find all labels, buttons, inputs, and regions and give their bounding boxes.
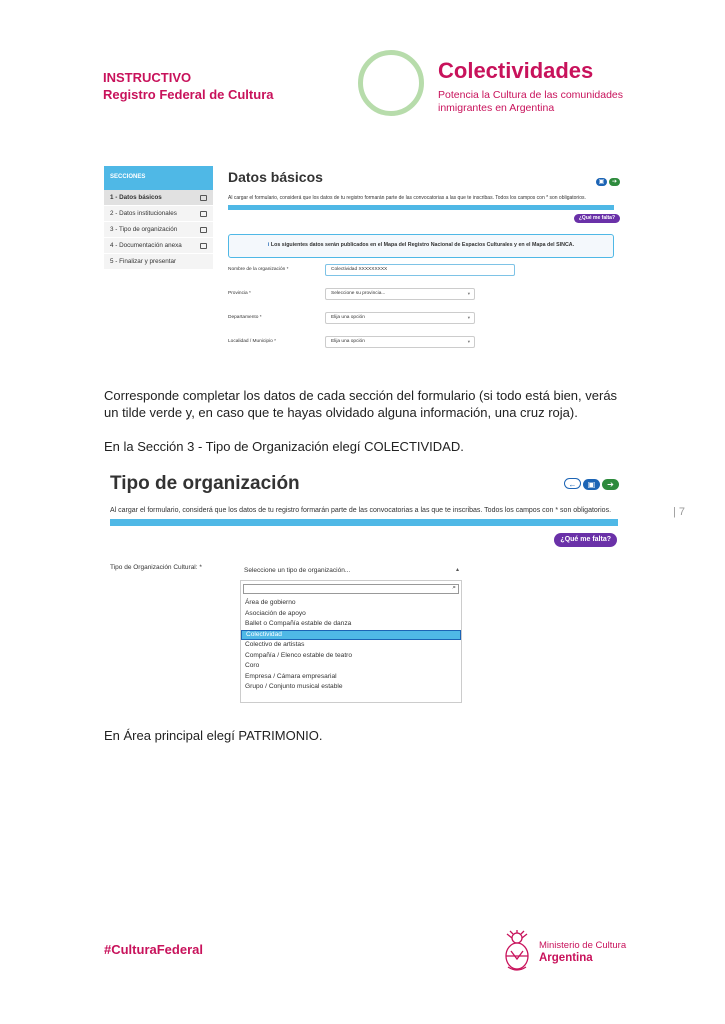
nombre-organizacion-value: Colectividad XXXXXXXXX	[331, 267, 388, 272]
status-checkbox-icon	[200, 227, 207, 233]
decorative-circle-icon	[358, 50, 424, 116]
departamento-select[interactable]	[325, 312, 475, 324]
sidebar-item-label: 3 - Tipo de organización	[110, 226, 178, 233]
dropdown-option[interactable]: Empresa / Cámara empresarial	[245, 672, 337, 680]
dropdown-option[interactable]: Grupo / Conjunto musical estable	[245, 683, 343, 690]
document-header-left	[103, 69, 273, 103]
dropdown-option[interactable]: Área de gobierno	[245, 599, 296, 606]
localidad-value: Elija una opción	[331, 339, 365, 344]
chevron-down-icon: ▾	[467, 291, 470, 296]
nombre-organizacion-input[interactable]	[325, 264, 515, 276]
header-title: Colectividades	[438, 58, 594, 83]
sidebar-item-documentacion[interactable]	[104, 238, 213, 254]
sidebar-item-label: 5 - Finalizar y presentar	[110, 258, 177, 265]
dropdown-search-input[interactable]	[243, 584, 459, 594]
form-toolbar	[562, 474, 619, 492]
hashtag-cultura-federal: #CulturaFederal	[104, 942, 203, 957]
provincia-select[interactable]	[325, 288, 475, 300]
paragraph-completar-datos: Corresponde completar los datos de cada sección del formulario (si todo está bien, verás un tilde verde y, en caso que te hayas olvidado alguna información, una cruz roja).	[104, 388, 618, 420]
save-icon[interactable]: ▣	[583, 479, 600, 490]
paragraph-seccion-3: En la Sección 3 - Tipo de Organización elegí COLECTIVIDAD.	[104, 439, 464, 454]
sidebar-item-label: 4 - Documentación anexa	[110, 242, 182, 249]
field-label-provincia: Provincia *	[228, 291, 251, 296]
chevron-down-icon: ▾	[467, 339, 470, 344]
header-line-instructivo: INSTRUCTIVO	[103, 70, 192, 85]
page-number-value: 7	[678, 506, 686, 518]
departamento-value: Elija una opción	[331, 315, 365, 320]
status-checkbox-icon	[200, 195, 207, 201]
search-icon: ⌕	[452, 584, 456, 591]
sidebar-item-label: 2 - Datos institucionales	[110, 210, 177, 217]
back-arrow-icon[interactable]: ←	[564, 478, 581, 489]
sidebar-item-datos-institucionales[interactable]	[104, 206, 213, 222]
header-line-registro: Registro Federal de Cultura	[103, 87, 274, 102]
field-label-localidad: Localidad / Municipio *	[228, 339, 276, 344]
save-icon[interactable]: ▣	[596, 178, 607, 186]
chevron-down-icon: ▾	[467, 315, 470, 320]
select-placeholder: Seleccione un tipo de organización...	[244, 567, 351, 574]
next-arrow-icon[interactable]: ➔	[609, 178, 620, 186]
sections-sidebar	[104, 166, 213, 270]
localidad-select[interactable]	[325, 336, 475, 348]
status-checkbox-icon	[200, 211, 207, 217]
chevron-up-icon: ▴	[455, 567, 459, 573]
coat-of-arms-icon	[502, 929, 532, 973]
tipo-organizacion-select[interactable]	[240, 564, 462, 579]
provincia-value: Seleccione su provincia...	[331, 291, 386, 296]
info-icon: i	[267, 242, 270, 248]
sidebar-item-tipo-organizacion[interactable]	[104, 222, 213, 238]
dropdown-option[interactable]: Colectivo de artistas	[245, 641, 305, 648]
field-label-departamento: Departamento *	[228, 315, 262, 320]
dropdown-option[interactable]: Asociación de apoyo	[245, 609, 306, 617]
form-description: Al cargar el formulario, considerá que los datos de tu registro formarán parte de las convocatorias a las que te inscribas. Todos los campos con * son obligatorios.	[110, 507, 612, 514]
form-title: Tipo de organización	[110, 473, 300, 494]
sidebar-header: SECCIONES	[104, 166, 213, 190]
sidebar-item-label: 1 - Datos básicos	[110, 194, 162, 201]
page-number: | 7	[673, 506, 686, 518]
progress-bar	[228, 205, 614, 210]
paragraph-area-principal: En Área principal elegí PATRIMONIO.	[104, 728, 323, 743]
que-me-falta-button[interactable]: ¿Qué me falta?	[574, 214, 620, 223]
que-me-falta-button[interactable]: ¿Qué me falta?	[554, 533, 617, 547]
form-description: Al cargar el formulario, considerá que los datos de tu registro formarán parte de las convocatorias a las que te inscribas. Todos los campos con * son obligatorios.	[228, 195, 586, 201]
form-panel	[228, 166, 620, 356]
dropdown-list	[240, 580, 462, 703]
form-title: Datos básicos	[228, 169, 323, 185]
screenshot-tipo-organizacion	[104, 465, 622, 705]
dropdown-option[interactable]: Coro	[245, 662, 260, 669]
header-subtitle: Potencia la Cultura de las comunidades inmigrantes en Argentina	[438, 89, 624, 114]
form-toolbar	[594, 170, 620, 188]
field-label-tipo-organizacion: Tipo de Organización Cultural: *	[110, 564, 202, 571]
progress-bar	[110, 519, 618, 526]
screenshot-datos-basicos	[104, 166, 624, 356]
dropdown-option[interactable]: Compañía / Elenco estable de teatro	[245, 651, 353, 659]
sidebar-item-finalizar[interactable]	[104, 254, 213, 270]
sidebar-item-datos-basicos[interactable]	[104, 190, 213, 206]
info-alert-text: Los siguientes datos serán publicados en el Mapa del Registro Nacional de Espacios Culturales y en el Mapa del SINCA.	[270, 242, 575, 248]
next-arrow-icon[interactable]: ➔	[602, 479, 619, 490]
ministry-name: Ministerio de Cultura	[539, 940, 627, 951]
dropdown-option[interactable]: Ballet o Compañía estable de danza	[245, 620, 352, 627]
field-label-nombre: Nombre de la organización *	[228, 267, 289, 272]
info-alert	[228, 234, 614, 258]
ministry-country: Argentina	[539, 952, 593, 964]
dropdown-option-selected[interactable]: Colectividad	[241, 630, 461, 641]
status-checkbox-icon	[200, 243, 207, 249]
ministry-logo-text	[539, 940, 626, 965]
